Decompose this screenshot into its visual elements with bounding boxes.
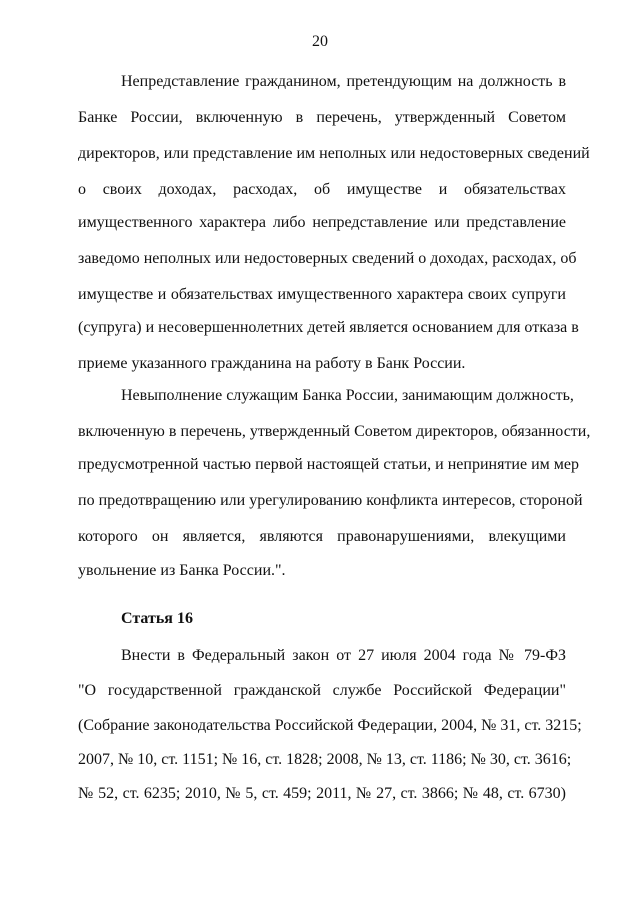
text-line: Непредставление гражданином, претендующим на должность в (121, 73, 566, 90)
article-heading: Статья 16 (121, 610, 193, 627)
text-line: "О государственной гражданской службе Российской Федерации" (78, 682, 566, 699)
text-line: (Собрание законодательства Российской Федерации, 2004, № 31, ст. 3215; (78, 717, 582, 734)
text-line: директоров, или представление им неполных или недостоверных сведений (78, 145, 590, 162)
text-line: о своих доходах, расходах, об имуществе и обязательствах (78, 181, 566, 198)
text-line: которого он является, являются правонарушениями, влекущими (78, 528, 566, 545)
text-line: имущественного характера либо непредставление или представление (78, 214, 566, 231)
text-line: заведомо неполных или недостоверных сведений о доходах, расходах, об (78, 250, 577, 267)
text-line: по предотвращению или урегулированию конфликта интересов, стороной (78, 492, 583, 509)
text-line: имуществе и обязательствах имущественного характера своих супруги (78, 286, 566, 303)
text-line: включенную в перечень, утвержденный Советом директоров, обязанности, (78, 423, 591, 440)
text-line: (супруга) и несовершеннолетних детей является основанием для отказа в (78, 319, 579, 336)
text-line: № 52, ст. 6235; 2010, № 5, ст. 459; 2011, № 27, ст. 3866; № 48, ст. 6730) (78, 785, 566, 802)
text-line: увольнение из Банка России.". (78, 562, 286, 579)
text-line: Внести в Федеральный закон от 27 июля 2004 года № 79-ФЗ (121, 647, 566, 664)
text-line: Банке России, включенную в перечень, утвержденный Советом (78, 109, 566, 126)
text-line: приеме указанного гражданина на работу в Банк России. (78, 355, 466, 372)
text-line: Невыполнение служащим Банка России, занимающим должность, (121, 387, 574, 404)
text-line: предусмотренной частью первой настоящей статьи, и непринятие им мер (78, 456, 580, 473)
text-line: 2007, № 10, ст. 1151; № 16, ст. 1828; 2008, № 13, ст. 1186; № 30, ст. 3616; (78, 751, 572, 768)
page-number: 20 (312, 33, 328, 50)
